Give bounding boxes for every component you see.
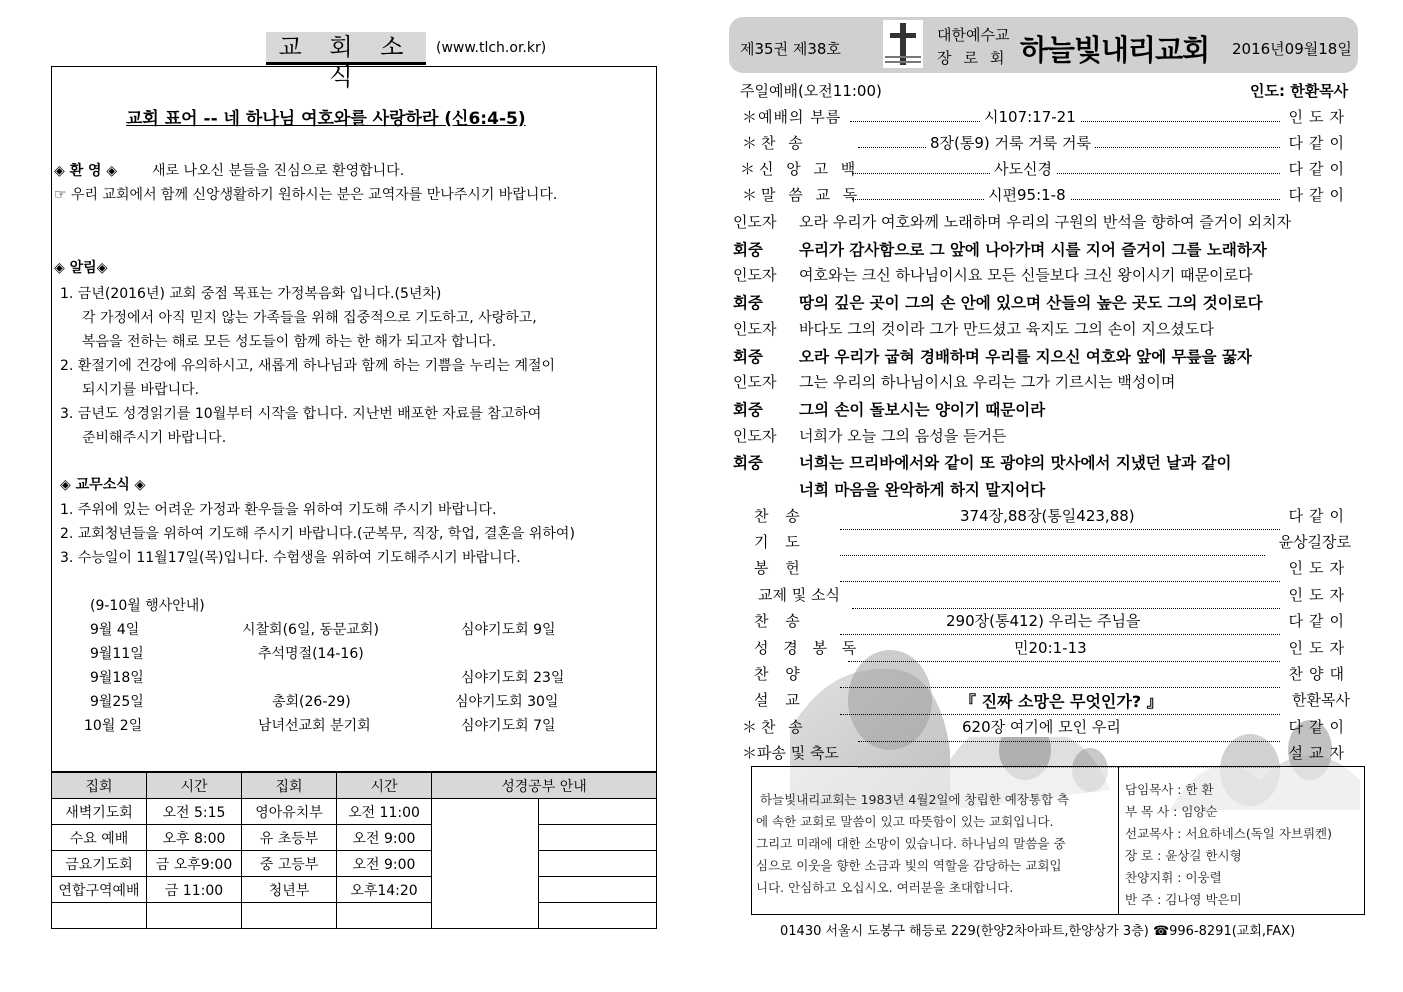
event-date: 9월11일: [90, 646, 144, 662]
welcome-line2: ☞ 우리 교회에서 함께 신앙생활하기 원하시는 분은 교역자를 만나주시기 바랍니다.: [54, 187, 558, 203]
order-item: 찬 양: [754, 665, 806, 683]
reading-line: 우리가 감사함으로 그 앞에 나아가며 시를 지어 즐거이 그를 노래하자: [799, 241, 1267, 259]
table-cell: 금요기도회: [52, 851, 147, 877]
order-role: 찬양대: [1288, 665, 1350, 683]
order-detail: 620장 여기에 모인 우리: [958, 716, 1125, 737]
order-item: ＊말 씀 교 독: [742, 186, 862, 204]
order-item: ＊예배의 부름: [742, 108, 842, 126]
service-leader: 인도: 한환목사: [1250, 82, 1349, 100]
order-item: ＊파송 및 축도: [742, 744, 839, 762]
table-cell: 영아유치부: [242, 799, 337, 825]
order-role: 인도자: [1288, 586, 1350, 604]
denomination-line1: 대한예수교: [937, 26, 1010, 44]
table-cell: 유 초등부: [242, 825, 337, 851]
reading-role: 인도자: [733, 427, 777, 445]
notice-line: 1. 금년(2016년) 교회 중점 목표는 가정복음화 입니다.(5년차): [60, 286, 442, 302]
table-cell: 오후 8:00: [147, 825, 242, 851]
study-cell: [539, 851, 657, 877]
table-cell: 중 고등부: [242, 851, 337, 877]
order-item: 설 교: [754, 691, 806, 709]
notice-line: 2. 환절기에 건강에 유의하시고, 새롭게 하나님과 함께 하는 기쁨을 누리는 계절이: [60, 358, 556, 374]
table-cell: 수요 예배: [52, 825, 147, 851]
staff-line: 부 목 사 : 임양순: [1125, 804, 1218, 819]
affairs-line: 1. 주위에 있는 어려운 가정과 환우들을 위하여 기도해 주시기 바랍니다.: [60, 502, 497, 518]
order-item: 성 경 봉 독: [754, 639, 862, 657]
reading-line: 너희는 므리바에서와 같이 또 광야의 맛사에서 지냈던 날과 같이: [799, 454, 1232, 472]
table-header: 집회: [52, 773, 147, 799]
table-header: 시간: [147, 773, 242, 799]
reading-role: 회중: [733, 294, 763, 312]
reading-role: 인도자: [733, 213, 777, 231]
intro-line: 심으로 이웃을 향한 소금과 빛의 역할을 감당하는 교회입: [756, 858, 1062, 873]
study-cell: [432, 799, 539, 929]
event-name: 시찰회(6일, 동문교회): [242, 622, 379, 638]
reading-role: 인도자: [733, 373, 777, 391]
church-name: 하늘빛내리교회: [1020, 33, 1210, 67]
reading-role: 회중: [733, 348, 763, 366]
order-item: 봉 헌: [754, 559, 806, 577]
reading-role: 회중: [733, 401, 763, 419]
affairs-line: 3. 수능일이 11월17일(목)입니다. 수험생을 위하여 기도해주시기 바랍니다.: [60, 550, 521, 566]
table-cell: 금 오후9:00: [147, 851, 242, 877]
affairs-heading: ◈ 교무소식 ◈: [60, 477, 146, 493]
event-date: 9월18일: [90, 670, 144, 686]
welcome-text: 새로 나오신 분들을 진심으로 환영합니다.: [152, 163, 405, 179]
order-detail: 민20:1-13: [1010, 637, 1091, 658]
order-role: 다같이: [1288, 186, 1350, 204]
intro-line: 하늘빛내리교회는 1983년 4월2일에 창립한 예장통합 측: [760, 792, 1070, 807]
table-row: [52, 825, 657, 851]
table-row: [52, 851, 657, 877]
table-cell: 연합구역예배: [52, 877, 147, 903]
reading-line: 오라 우리가 여호와께 노래하며 우리의 구원의 반석을 향하여 즐거이 외치자: [799, 213, 1292, 231]
table-cell: [147, 903, 242, 929]
reading-line: 여호와는 크신 하나님이시요 모든 신들보다 크신 왕이시기 때문이로다: [799, 266, 1253, 284]
notice-heading: ◈ 알림◈: [54, 260, 108, 276]
reading-role: 회중: [733, 241, 763, 259]
order-detail: 사도신경: [990, 158, 1056, 179]
order-detail: 8장(통9) 거룩 거룩 거룩: [926, 132, 1095, 153]
table-row: [52, 877, 657, 903]
reading-line: 오라 우리가 굽혀 경배하며 우리를 지으신 여호와 앞에 무릎을 꿇자: [799, 348, 1252, 366]
order-item: 교제 및 소식: [758, 586, 840, 604]
table-cell: [337, 903, 432, 929]
table-cell: 오전 11:00: [337, 799, 432, 825]
table-row: [52, 799, 657, 825]
table-cell: [52, 903, 147, 929]
table-cell: 오전 5:15: [147, 799, 242, 825]
notice-line: 3. 금년도 성경읽기를 10월부터 시작을 합니다. 지난번 배포한 자료를 참고하여: [60, 406, 542, 422]
order-item: ＊찬 송: [742, 718, 807, 736]
reading-role: 인도자: [733, 320, 777, 338]
order-item: ＊신 앙 고 백: [740, 160, 860, 178]
reading-role: 인도자: [733, 266, 777, 284]
event-extra: 심야기도회 7일: [461, 718, 556, 734]
reading-line: 바다도 그의 것이라 그가 만드셨고 육지도 그의 손이 지으셨도다: [799, 320, 1214, 338]
study-cell: [539, 799, 657, 825]
order-role: 다같이: [1288, 507, 1350, 525]
notice-line: 복음을 전하는 해로 모든 성도들이 함께 하는 한 해가 되고자 합니다.: [82, 334, 497, 350]
table-row: [52, 903, 657, 929]
order-role: 인도자: [1288, 108, 1350, 126]
order-item: ＊찬 송: [742, 134, 807, 152]
order-detail: 290장(통412) 우리는 주님을: [942, 610, 1144, 631]
staff-line: 선교목사 : 서요하네스(독일 자브뤼켄): [1125, 826, 1333, 841]
reading-line: 너희가 오늘 그의 음성을 듣거든: [799, 427, 1007, 445]
order-role: 다같이: [1288, 718, 1350, 736]
notice-line: 각 가정에서 아직 믿지 않는 가족들을 위해 집중적으로 기도하고, 사랑하고,: [82, 310, 537, 326]
table-cell: 오전 9:00: [337, 825, 432, 851]
table-header: 집회: [242, 773, 337, 799]
study-cell: [539, 825, 657, 851]
notice-line: 준비해주시기 바랍니다.: [82, 430, 227, 446]
staff-line: 담임목사 : 한 환: [1125, 782, 1214, 797]
sermon-title: 『 진짜 소망은 무엇인가? 』: [956, 689, 1167, 712]
order-role: 인도자: [1288, 559, 1350, 577]
order-role: 다같이: [1288, 134, 1350, 152]
denomination-line2: 장로회: [937, 49, 1017, 67]
order-item: 찬 송: [754, 612, 806, 630]
reading-line: 그의 손이 돌보시는 양이기 때문이라: [799, 401, 1046, 419]
order-detail: 시107:17-21: [980, 106, 1080, 127]
event-extra: 심야기도회 30일: [455, 694, 559, 710]
staff-line: 찬양지휘 : 이웅렬: [1125, 870, 1222, 885]
reading-line: 땅의 깊은 곳이 그의 손 안에 있으며 산들의 높은 곳도 그의 것이로다: [799, 294, 1263, 312]
event-extra: 심야기도회 9일: [461, 622, 556, 638]
event-name: 총회(26-29): [272, 694, 351, 710]
church-motto: 교회 표어 -- 네 하나님 여호와를 사랑하라 (신6:4-5): [126, 109, 526, 129]
intro-line: 그리고 미래에 대한 소망이 있습니다. 하나님의 말씀을 중: [756, 836, 1066, 851]
staff-line: 반 주 : 김나영 박은미: [1125, 892, 1242, 907]
order-role: 인도자: [1288, 639, 1350, 657]
church-address: 01430 서울시 도봉구 해등로 229(한양2차아파트,한양상가 3층) ☎996-8291(교회,FAX): [780, 924, 1296, 939]
intro-line: 에 속한 교회로 말씀이 있고 따뜻함이 있는 교회입니다.: [756, 814, 1054, 829]
reading-line: 너희 마음을 완악하게 하지 말지어다: [799, 481, 1046, 499]
event-date: 9월 4일: [90, 622, 140, 638]
service-title: 주일예배(오전11:00): [740, 82, 882, 100]
staff-line: 장 로 : 윤상길 한시형: [1125, 848, 1242, 863]
website-url[interactable]: (www.tlch.or.kr): [436, 40, 547, 56]
table-cell: 오전 9:00: [337, 851, 432, 877]
welcome-heading: ◈ 환 영 ◈: [54, 163, 118, 179]
study-cell: [539, 903, 657, 929]
reading-line: 그는 우리의 하나님이시요 우리는 그가 기르시는 백성이며: [799, 373, 1176, 391]
event-name: 남녀선교회 분기회: [258, 718, 371, 734]
table-cell: 새벽기도회: [52, 799, 147, 825]
order-role: 설교자: [1288, 744, 1350, 762]
page-title: 교 회 소 식: [266, 32, 426, 65]
event-date: 10월 2일: [84, 718, 143, 734]
order-item: 기 도: [754, 533, 806, 551]
table-header: 성경공부 안내: [432, 773, 657, 799]
volume-number: 제35권 제38호: [740, 40, 841, 58]
order-role: 다같이: [1288, 160, 1350, 178]
cross-logo-icon: [883, 20, 923, 68]
study-cell: [539, 877, 657, 903]
intro-line: 니다. 안심하고 오십시오. 여러분을 초대합니다.: [756, 880, 1014, 895]
schedule-table: [51, 772, 657, 929]
order-role: 윤상길장로: [1278, 533, 1351, 551]
table-cell: 금 11:00: [147, 877, 242, 903]
order-detail: 374장,88장(통일423,88): [956, 505, 1139, 526]
order-detail: 시편95:1-8: [984, 184, 1070, 205]
reading-role: 회중: [733, 454, 763, 472]
notice-line: 되시기를 바랍니다.: [82, 382, 200, 398]
table-cell: 오후14:20: [337, 877, 432, 903]
event-extra: 심야기도회 23일: [461, 670, 565, 686]
event-date: 9월25일: [90, 694, 144, 710]
event-name: 추석명절(14-16): [258, 646, 364, 662]
affairs-line: 2. 교회청년들을 위하여 기도해 주시기 바랍니다.(군복무, 직장, 학업, 결혼을 위하여): [60, 526, 575, 542]
bulletin-date: 2016년09월18일: [1232, 40, 1352, 58]
order-role: 다같이: [1288, 612, 1350, 630]
events-heading: (9-10월 행사안내): [90, 598, 205, 614]
order-item: 찬 송: [754, 507, 806, 525]
table-cell: [242, 903, 337, 929]
table-cell: 청년부: [242, 877, 337, 903]
order-role: 한환목사: [1292, 691, 1350, 709]
table-header: 시간: [337, 773, 432, 799]
